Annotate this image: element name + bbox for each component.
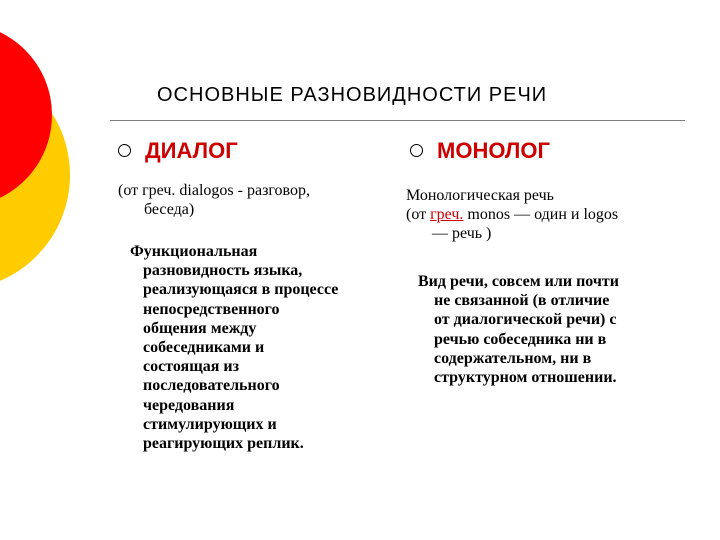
etymology-rest: monos — один и logos xyxy=(463,206,619,223)
decorative-circles xyxy=(0,0,110,300)
monolog-definition-line: Вид речи, совсем или почти xyxy=(418,273,619,290)
monolog-definition-line: структурном отношении. xyxy=(434,369,617,387)
monolog-etymology-line xyxy=(406,205,618,224)
monolog-definition-line: содержательном, ни в xyxy=(434,349,592,367)
monolog-definition-line: от диалогической речи) с xyxy=(434,311,617,329)
dialog-heading xyxy=(118,138,238,164)
dialog-definition-line: собеседниками и xyxy=(143,339,265,357)
dialog-definition xyxy=(130,242,338,453)
dialog-definition-line: последовательного xyxy=(143,377,280,395)
monolog-etymology xyxy=(406,186,618,243)
circle-bullet-icon xyxy=(118,144,131,157)
dialog-definition-line: реализующаяся в процессе xyxy=(143,281,339,299)
dialog-definition-line: чередования xyxy=(143,396,235,414)
monolog-heading xyxy=(410,138,550,164)
dialog-definition-line: общения между xyxy=(143,319,257,337)
slide-title: ОСНОВНЫЕ РАЗНОВИДНОСТИ РЕЧИ xyxy=(157,84,548,106)
monolog-definition-line: не связанной (в отличие xyxy=(434,292,610,310)
monolog-definition-line: речью собеседника ни в xyxy=(434,330,607,348)
dialog-etymology xyxy=(118,181,310,219)
monolog-etymology-line: — речь ) xyxy=(432,225,492,242)
monolog-etymology-line: Монологическая речь xyxy=(406,187,554,204)
dialog-definition-line: разновидность языка, xyxy=(143,262,303,280)
dialog-etymology-line: (от греч. dialogos - разговор, xyxy=(118,182,310,199)
title-divider xyxy=(110,120,685,121)
monolog-heading-text: МОНОЛОГ xyxy=(437,138,550,163)
dialog-definition-line: Функциональная xyxy=(130,243,258,260)
monolog-definition xyxy=(418,272,619,387)
dialog-definition-line: непосредственного xyxy=(143,300,280,318)
dialog-definition-line: стимулирующих и xyxy=(143,415,277,433)
etymology-open: (от xyxy=(406,206,431,223)
circle-bullet-icon xyxy=(410,144,423,157)
greek-link[interactable]: греч. xyxy=(430,206,464,223)
dialog-heading-text: ДИАЛОГ xyxy=(145,138,238,163)
dialog-definition-line: реагирующих реплик. xyxy=(143,435,304,453)
dialog-definition-line: состоящая из xyxy=(143,358,240,376)
dialog-etymology-line: беседа) xyxy=(144,201,195,218)
